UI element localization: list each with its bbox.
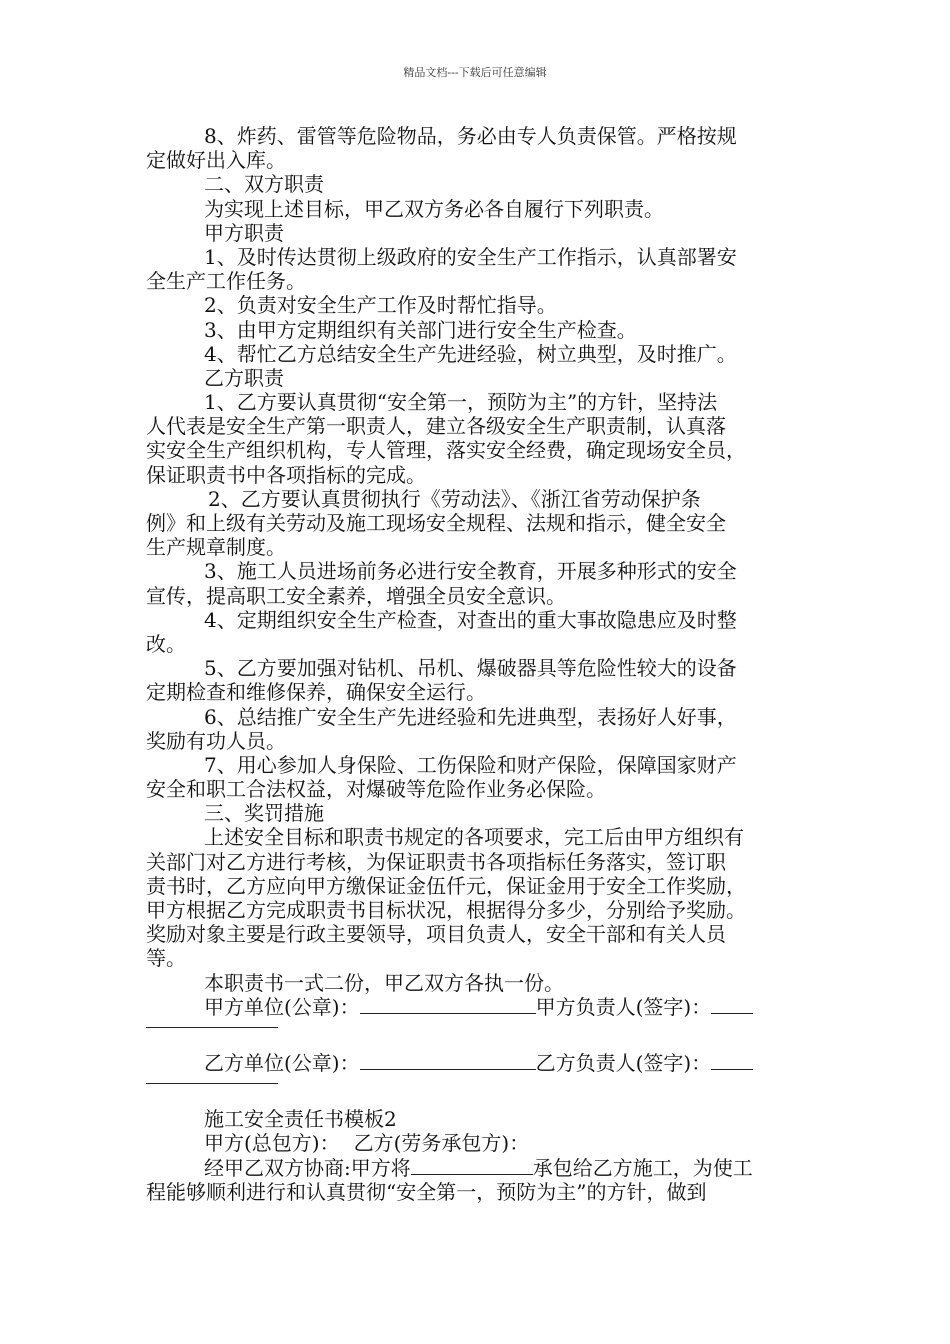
- paragraph-line: 宣传，提高职工安全素养，增强全员安全意识。: [146, 583, 566, 608]
- paragraph-line: 奖励对象主要是行政主要领导，项目负责人，安全干部和有关人员: [146, 922, 726, 947]
- paragraph-line: 责书时，乙方应向甲方缴保证金伍仟元，保证金用于安全工作奖励，: [146, 873, 746, 898]
- signature-line-party-b: [146, 1051, 810, 1075]
- paragraph-line: 5、乙方要加强对钻机、吊机、爆破器具等危险性较大的设备: [204, 656, 737, 681]
- paragraph-line: 全生产工作任务。: [146, 269, 306, 294]
- paragraph-line: 1、及时传达贯彻上级政府的安全生产工作指示，认真部署安: [204, 244, 737, 269]
- paragraph-line: 4、定期组织安全生产检查，对查出的重大事故隐患应及时整: [204, 607, 737, 632]
- paragraph-line: 等。: [146, 946, 186, 971]
- paragraph-line: 7、用心参加人身保险、工伤保险和财产保险，保障国家财产: [204, 752, 737, 777]
- party-a-general-contractor-label: 甲方(总包方)：: [204, 1131, 340, 1156]
- paragraph-line: 3、由甲方定期组织有关部门进行安全生产检查。: [204, 317, 637, 342]
- party-a-person-label: 甲方负责人(签字)：: [535, 994, 712, 1019]
- party-b-unit-blank[interactable]: [360, 1052, 536, 1070]
- section-heading: 三、奖罚措施: [204, 801, 324, 826]
- paragraph-line: 实安全生产组织机构，专人管理，落实安全经费，确定现场安全员，: [146, 438, 746, 463]
- paragraph-line: 3、施工人员进场前务必进行安全教育，开展多种形式的安全: [204, 559, 737, 584]
- party-a-unit-blank[interactable]: [360, 996, 536, 1014]
- party-a-person-blank-continued: [146, 1019, 278, 1028]
- paragraph-line: 安全和职工合法权益，对爆破等危险作业务必保险。: [146, 777, 606, 802]
- party-b-labor-contractor-label: 乙方(劳务承包方)：: [353, 1131, 530, 1156]
- subsection-heading: 甲方职责: [204, 220, 284, 245]
- paragraph-line: 2、负责对安全生产工作及时帮忙指导。: [204, 293, 557, 318]
- project-name-blank[interactable]: [411, 1157, 533, 1175]
- paragraph-text: 经甲乙双方协商:甲方将: [204, 1155, 411, 1180]
- party-b-person-blank-continued: [146, 1075, 278, 1084]
- party-b-person-label: 乙方负责人(签字)：: [535, 1050, 712, 1075]
- paragraph-line: 生产规章制度。: [146, 535, 286, 560]
- paragraph-line: 2、乙方要认真贯彻执行《劳动法》、《浙江省劳动保护条: [208, 486, 701, 511]
- paragraph-line: 保证职责书中各项指标的完成。: [146, 462, 426, 487]
- paragraph-line: 定做好出入库。: [146, 148, 286, 173]
- paragraph-line: 4、帮忙乙方总结安全生产先进经验，树立典型，及时推广。: [204, 341, 737, 366]
- paragraph-line: 1、乙方要认真贯彻“安全第一，预防为主”的方针，坚持法: [204, 390, 718, 415]
- paragraph-line: 奖励有功人员。: [146, 728, 286, 753]
- template-2-parties: [146, 1131, 810, 1155]
- signature-line-party-a: [146, 995, 810, 1019]
- section-heading: 二、双方职责: [204, 172, 324, 197]
- paragraph-line: 改。: [146, 631, 186, 656]
- template-2-title: 施工安全责任书模板2: [204, 1107, 397, 1132]
- paragraph-line: 例》和上级有关劳动及施工现场安全规程、法规和指示，健全安全: [146, 511, 726, 535]
- paragraph-text: 承包给乙方施工，为使工: [532, 1155, 753, 1180]
- subsection-heading: 乙方职责: [204, 365, 284, 390]
- paragraph-line: 定期检查和维修保养，确保安全运行。: [146, 680, 486, 705]
- paragraph-line: 程能够顺利进行和认真贯彻“安全第一，预防为主”的方针，做到: [146, 1179, 707, 1204]
- paragraph-line: 关部门对乙方进行考核，为保证职责书各项指标任务落实，签订职: [146, 849, 726, 874]
- paragraph-line: 本职责书一式二份，甲乙双方各执一份。: [204, 970, 564, 995]
- paragraph-line: 为实现上述目标，甲乙双方务必各自履行下列职责。: [204, 196, 664, 221]
- paragraph-line: 上述安全目标和职责书规定的各项要求，完工后由甲方组织有: [204, 825, 744, 850]
- party-a-unit-label: 甲方单位(公章)：: [204, 994, 360, 1019]
- party-b-unit-label: 乙方单位(公章)：: [204, 1050, 360, 1075]
- paragraph-line: 人代表是安全生产第一职责人，建立各级安全生产职责制，认真落: [146, 414, 726, 439]
- paragraph-line: 甲方根据乙方完成职责书目标状况，根据得分多少，分别给予奖励。: [146, 898, 746, 922]
- page-header: 精品文档---下载后可任意编辑: [403, 66, 547, 79]
- paragraph-line: [146, 1156, 810, 1180]
- document-body: [146, 124, 810, 1204]
- party-b-person-blank[interactable]: [711, 1052, 753, 1070]
- party-a-person-blank[interactable]: [711, 996, 753, 1014]
- paragraph-line: 8、炸药、雷管等危险物品，务必由专人负责保管。严格按规: [204, 124, 737, 148]
- paragraph-line: 6、总结推广安全生产先进经验和先进典型，表扬好人好事，: [204, 704, 737, 729]
